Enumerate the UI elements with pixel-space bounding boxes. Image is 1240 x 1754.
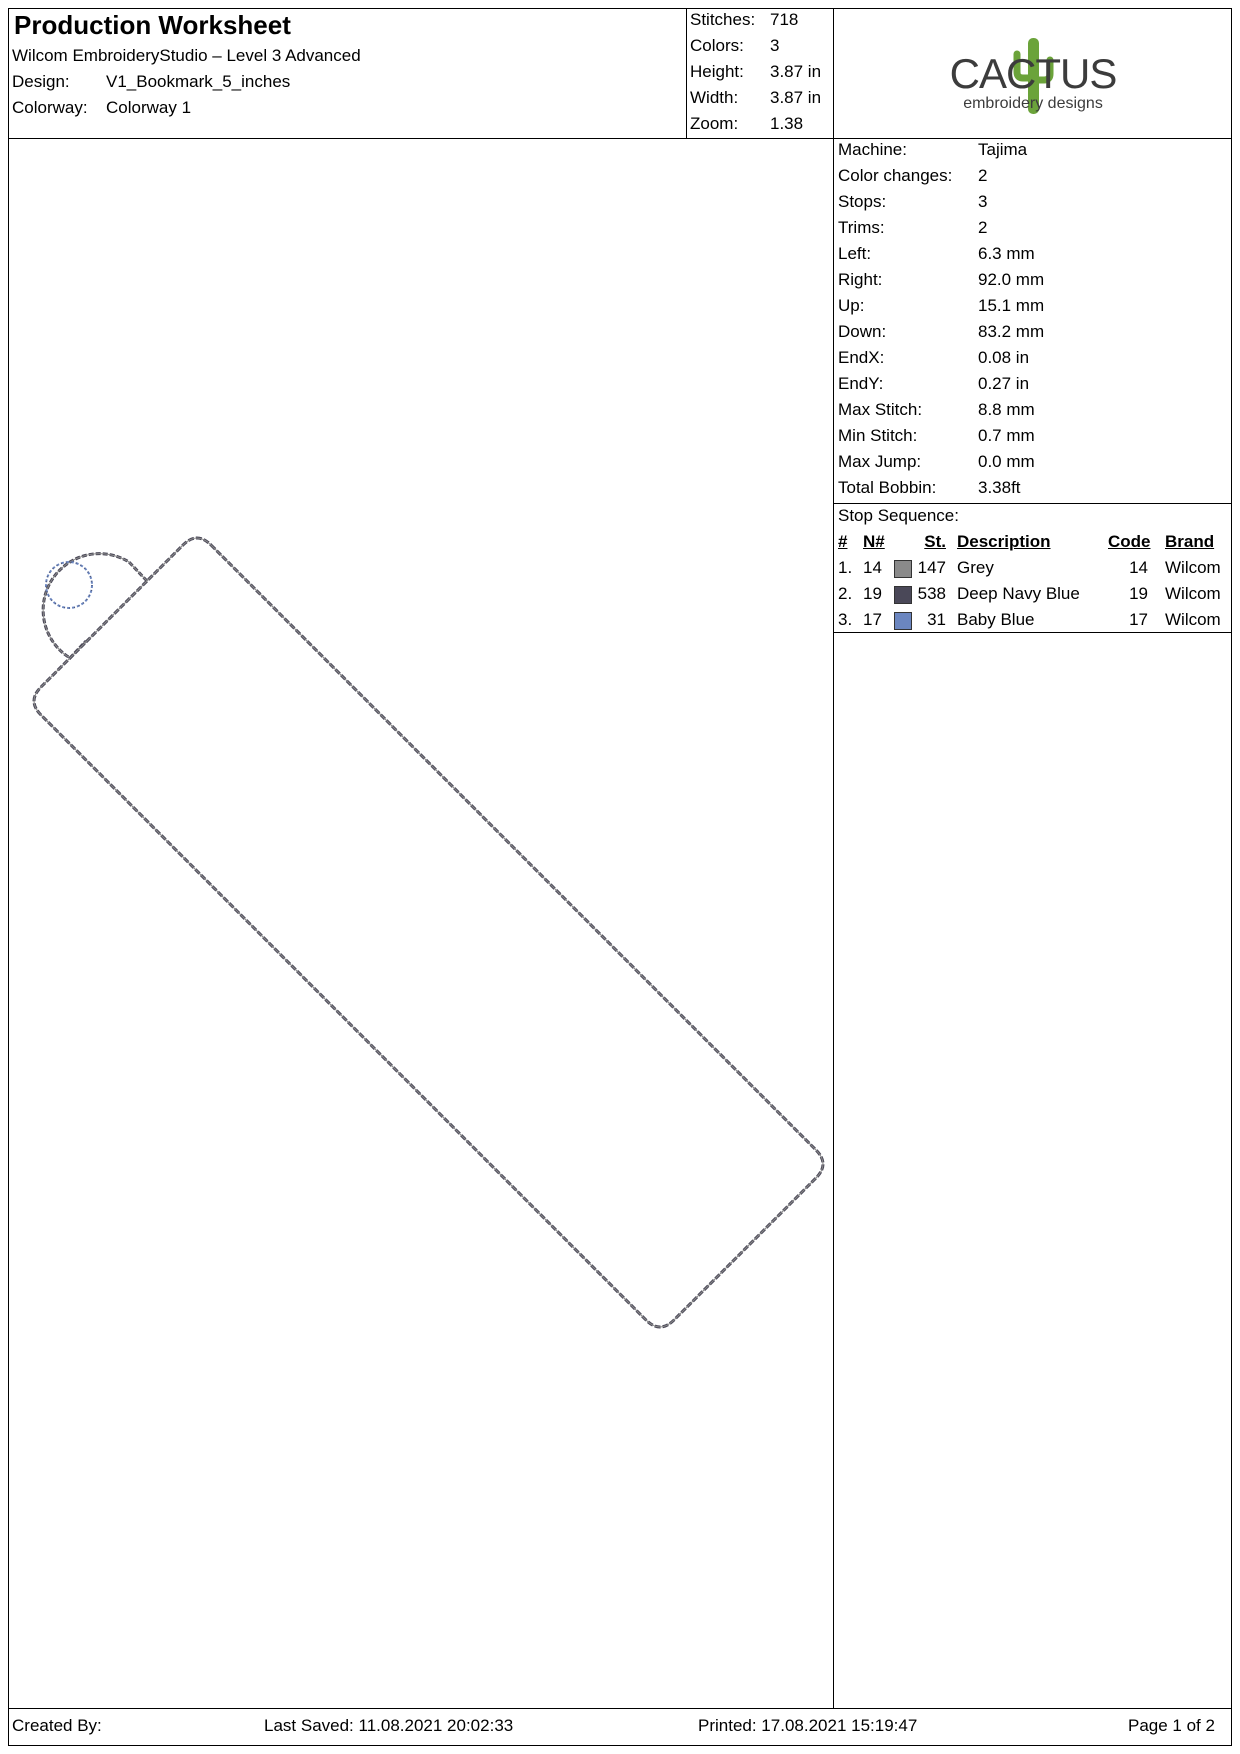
footer-printed: Printed: 17.08.2021 15:19:47: [698, 1716, 918, 1735]
machine-info-value: 83.2 mm: [978, 322, 1045, 341]
machine-info-value: 0.0 mm: [978, 452, 1035, 471]
color-swatch: [894, 612, 912, 630]
bookmark-body-outline: [34, 538, 823, 1327]
footer-divider: [8, 1708, 1232, 1709]
colorway-label: Colorway:: [12, 98, 88, 117]
color-swatch: [894, 586, 912, 604]
header-col-divider-1: [686, 8, 687, 139]
design-preview: [8, 139, 833, 1708]
software-name: Wilcom EmbroideryStudio – Level 3 Advanced: [12, 46, 361, 65]
row-needle: 17: [863, 610, 882, 629]
row-brand: Wilcom: [1165, 610, 1221, 629]
zoom-label: Zoom:: [690, 114, 739, 133]
height-label: Height:: [690, 62, 744, 81]
row-code: 17: [1129, 610, 1148, 629]
colorway-value: Colorway 1: [106, 98, 192, 117]
row-description: Grey: [957, 558, 994, 577]
row-number: 3.: [838, 610, 853, 629]
machine-info-label: Total Bobbin:: [838, 478, 937, 497]
machine-info-value: 0.08 in: [978, 348, 1030, 367]
width-value: 3.87 in: [770, 88, 822, 107]
machine-info-label: EndX:: [838, 348, 885, 367]
machine-info-label: Color changes:: [838, 166, 953, 185]
machine-info-label: Max Jump:: [838, 452, 922, 471]
machine-info-label: Min Stitch:: [838, 426, 918, 445]
worksheet-frame: [8, 8, 1232, 1746]
header-col-divider-2: [833, 8, 834, 1708]
color-swatch: [894, 560, 912, 578]
col-header-code: Code: [1108, 532, 1151, 551]
machine-info-value: 3.38ft: [978, 478, 1021, 497]
col-header-num: #: [838, 532, 848, 551]
machine-info-label: Right:: [838, 270, 883, 289]
machine-info-value: 0.7 mm: [978, 426, 1035, 445]
machine-info-value: 6.3 mm: [978, 244, 1035, 263]
logo-tagline: embroidery designs: [963, 95, 1103, 112]
col-header-brand: Brand: [1165, 532, 1215, 551]
stop-sequence-top-divider: [833, 503, 1232, 504]
colors-value: 3: [770, 36, 780, 55]
row-brand: Wilcom: [1165, 558, 1221, 577]
cactus-logo: [948, 28, 1118, 120]
machine-info-label: Max Stitch:: [838, 400, 923, 419]
stop-sequence-title: Stop Sequence:: [838, 506, 959, 525]
height-value: 3.87 in: [770, 62, 822, 81]
footer-page-number: Page 1 of 2: [1128, 1716, 1215, 1735]
row-code: 14: [1129, 558, 1148, 577]
stitches-value: 718: [770, 10, 799, 29]
border-right: [1231, 8, 1232, 1746]
row-description: Baby Blue: [957, 610, 1035, 629]
machine-info-value: 0.27 in: [978, 374, 1030, 393]
row-stitch-count: 147: [917, 558, 946, 577]
machine-info-label: EndY:: [838, 374, 884, 393]
design-label: Design:: [12, 72, 70, 91]
stitches-label: Stitches:: [690, 10, 756, 29]
width-label: Width:: [690, 88, 739, 107]
col-header-needle: N#: [863, 532, 885, 551]
row-stitch-count: 538: [917, 584, 946, 603]
colors-label: Colors:: [690, 36, 744, 55]
machine-info-value: 8.8 mm: [978, 400, 1035, 419]
machine-info-label: Trims:: [838, 218, 885, 237]
machine-info-value: Tajima: [978, 140, 1028, 159]
machine-info-value: 3: [978, 192, 988, 211]
machine-info-value: 15.1 mm: [978, 296, 1045, 315]
zoom-value: 1.38: [770, 114, 804, 133]
machine-info-value: 92.0 mm: [978, 270, 1045, 289]
col-header-stitches: St.: [924, 532, 946, 551]
row-needle: 19: [863, 584, 882, 603]
machine-info-label: Machine:: [838, 140, 907, 159]
row-number: 2.: [838, 584, 853, 603]
design-value: V1_Bookmark_5_inches: [106, 72, 291, 91]
page-title: Production Worksheet: [14, 10, 291, 40]
row-stitch-count: 31: [927, 610, 946, 629]
border-top: [8, 8, 1232, 9]
machine-info-value: 2: [978, 166, 988, 185]
logo-word: CACTUS: [949, 50, 1117, 97]
col-header-description: Description: [957, 532, 1051, 551]
machine-info-label: Left:: [838, 244, 872, 263]
row-description: Deep Navy Blue: [957, 584, 1080, 603]
border-bottom: [8, 1745, 1232, 1746]
stop-sequence-bottom-divider: [833, 632, 1232, 633]
machine-info-label: Up:: [838, 296, 865, 315]
row-needle: 14: [863, 558, 882, 577]
row-brand: Wilcom: [1165, 584, 1221, 603]
row-code: 19: [1129, 584, 1148, 603]
row-number: 1.: [838, 558, 853, 577]
footer-created-by: Created By:: [12, 1716, 102, 1735]
footer-last-saved: Last Saved: 11.08.2021 20:02:33: [264, 1716, 514, 1735]
machine-info-value: 2: [978, 218, 988, 237]
machine-info-label: Stops:: [838, 192, 887, 211]
machine-info-label: Down:: [838, 322, 887, 341]
